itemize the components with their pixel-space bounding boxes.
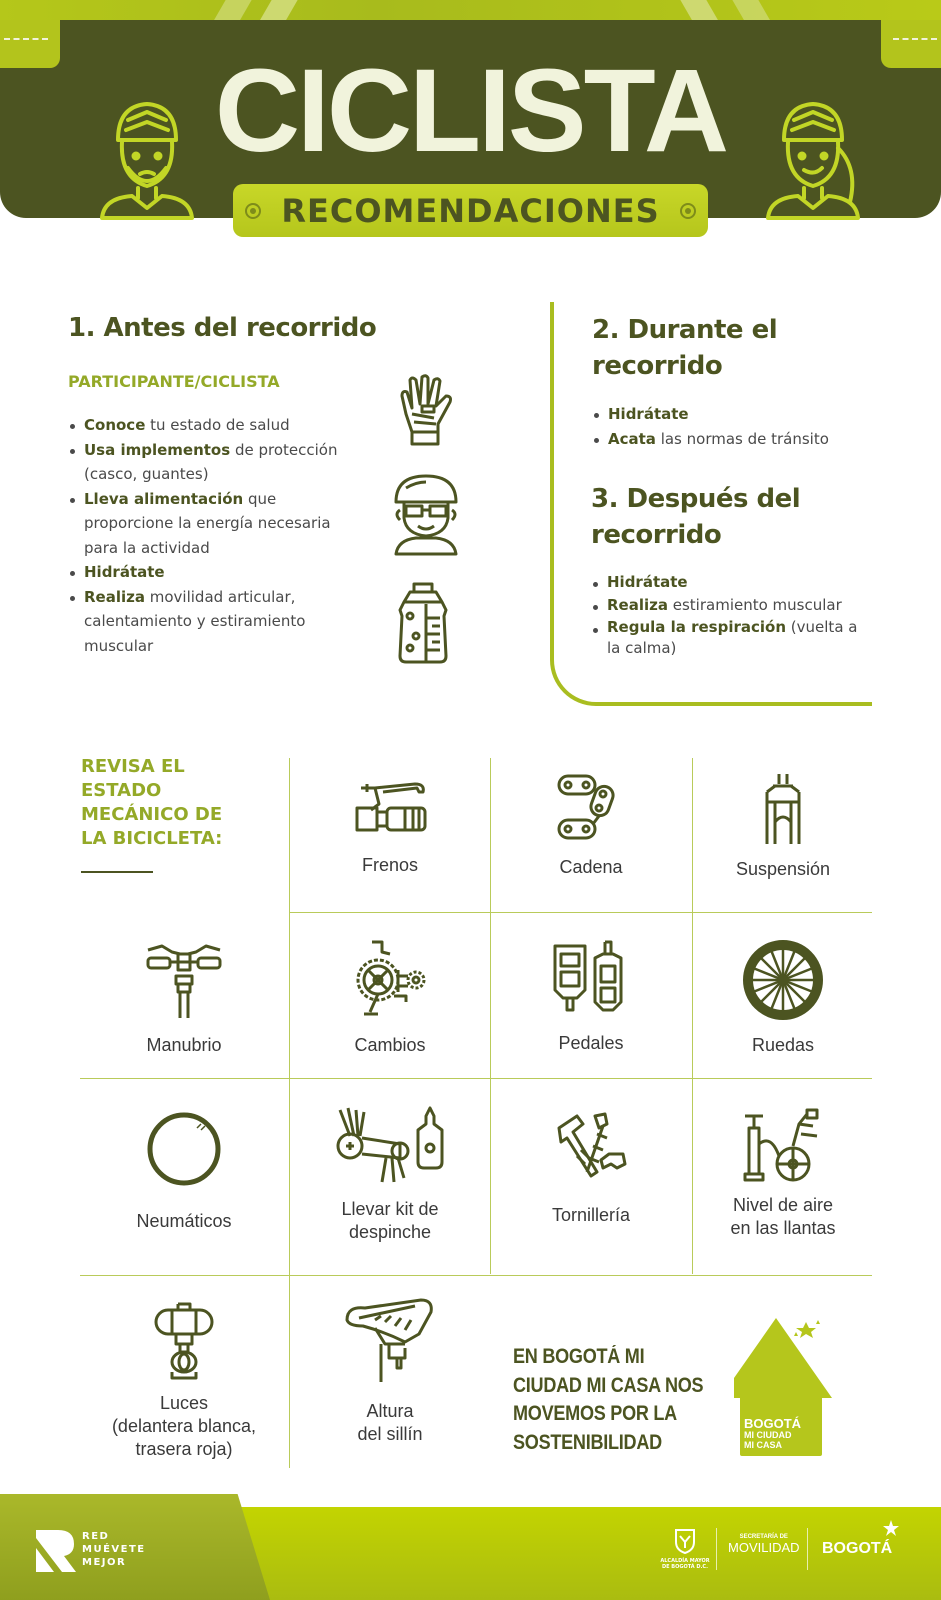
participant-subtitle: PARTICIPANTE/CICLISTA	[68, 372, 280, 391]
repair-kit-icon	[330, 1106, 450, 1186]
page-title: CICLISTA	[214, 45, 727, 177]
pedals-icon	[551, 940, 631, 1014]
section-after-title-line2: recorrido	[591, 520, 722, 550]
check-item-handlebar	[80, 940, 288, 1057]
list-item: Hidrátate	[592, 402, 872, 427]
check-item-suspension	[693, 772, 873, 881]
red-muevete-mejor-text: RED MUÉVETE MEJOR	[82, 1531, 146, 1568]
coat-of-arms-icon	[674, 1528, 696, 1554]
sustainability-slogan: EN BOGOTÁ MI CIUDAD MI CASA NOS MOVEMOS POR LA SOSTENIBILIDAD	[513, 1345, 704, 1454]
hex-nut-icon	[680, 203, 696, 219]
title-underline	[81, 871, 153, 873]
section-during-ride	[592, 312, 872, 451]
section-before-title: 1. Antes del recorrido	[68, 313, 377, 343]
gears-derailleur-icon	[350, 940, 430, 1020]
check-item-label: Suspensión	[735, 859, 831, 879]
brake-lever-icon	[353, 774, 427, 838]
check-item-repair-kit	[290, 1106, 490, 1244]
list-item: Usa implementos de protección (casco, guantes)	[68, 438, 338, 487]
chain-icon	[555, 772, 627, 842]
page-subtitle: RECOMENDACIONES	[281, 191, 660, 230]
grid-divider	[80, 1275, 872, 1276]
check-item-chain	[491, 772, 691, 879]
check-item-wheels	[693, 940, 873, 1057]
subtitle-banner	[233, 184, 708, 237]
section-after-ride	[591, 481, 861, 659]
check-item-label: Neumáticos	[136, 1211, 232, 1231]
during-ride-list	[592, 402, 872, 451]
check-item-label: Manubrio	[146, 1035, 222, 1055]
check-item-label: Luces (delantera blanca, trasera roja)	[111, 1393, 257, 1459]
grid-divider	[80, 1078, 872, 1079]
list-item: Regula la respiración (vuelta a la calma)	[591, 617, 861, 659]
alcaldia-logo: ALCALDÍA MAYOR DE BOGOTÁ D.C.	[660, 1528, 710, 1570]
bogota-house-logo	[734, 1316, 834, 1456]
footer-divider	[807, 1528, 808, 1570]
house-badge-text: BOGOTÁ MI CIUDAD MI CASA	[744, 1416, 802, 1450]
checklist-title: REVISA EL ESTADO MECÁNICO DE LA BICICLETA:	[81, 755, 222, 873]
check-item-pedals	[491, 940, 691, 1055]
check-item-air-pressure	[693, 1104, 873, 1240]
check-item-brakes	[290, 774, 490, 877]
check-item-tires	[80, 1110, 288, 1233]
suspension-fork-icon	[763, 772, 803, 846]
check-item-label: Altura del sillín	[357, 1401, 423, 1444]
tire-icon	[145, 1110, 223, 1188]
handlebar-icon	[144, 940, 224, 1020]
list-item: Lleva alimentación que proporcione la energía necesaria para la actividad	[68, 487, 338, 561]
list-item: Acata las normas de tránsito	[592, 427, 872, 452]
secretaria-movilidad-logo: SECRETARÍA DE MOVILIDAD	[728, 1534, 800, 1555]
glove-icon	[396, 374, 456, 446]
pump-icon	[741, 1104, 825, 1184]
list-item: Hidrátate	[591, 571, 861, 594]
before-ride-list	[68, 413, 338, 658]
bogota-logo: BOGOTÁ	[822, 1540, 893, 1557]
grid-divider	[289, 912, 872, 913]
check-item-screws	[491, 1110, 691, 1227]
bike-light-icon	[144, 1300, 224, 1382]
check-item-gears	[290, 940, 490, 1057]
list-item: Conoce tu estado de salud	[68, 413, 338, 438]
check-item-lights	[80, 1300, 288, 1461]
check-item-label: Cambios	[354, 1035, 426, 1055]
section-during-title-line2: recorrido	[592, 351, 723, 381]
section-after-title-line1: 3. Después del	[591, 484, 801, 514]
tools-icon	[551, 1110, 631, 1182]
check-item-label: Pedales	[558, 1033, 624, 1053]
check-item-label: Tornillería	[551, 1205, 631, 1225]
list-item: Realiza estiramiento muscular	[591, 594, 861, 617]
list-item: Realiza movilidad articular, calentamiento y estiramiento muscular	[68, 585, 338, 659]
check-item-label: Cadena	[559, 857, 623, 877]
check-item-label: Frenos	[361, 855, 419, 875]
check-item-label: Ruedas	[751, 1035, 815, 1055]
cyclist-helmet-glasses-icon	[392, 474, 460, 556]
hex-nut-icon	[245, 203, 261, 219]
section-during-title-line1: 2. Durante el	[592, 315, 778, 345]
check-item-saddle	[290, 1296, 490, 1446]
wheel-icon	[743, 940, 823, 1020]
star-icon	[882, 1520, 900, 1538]
saddle-icon	[345, 1296, 435, 1386]
footer-divider	[716, 1528, 717, 1570]
list-item: Hidrátate	[68, 560, 338, 585]
red-muevete-logo-icon	[36, 1530, 76, 1572]
water-bottle-icon	[396, 582, 450, 664]
section-before-ride	[68, 310, 376, 658]
check-item-label: Llevar kit de despinche	[341, 1199, 439, 1242]
after-ride-list	[591, 571, 861, 659]
check-item-label: Nivel de aire en las llantas	[730, 1195, 836, 1238]
